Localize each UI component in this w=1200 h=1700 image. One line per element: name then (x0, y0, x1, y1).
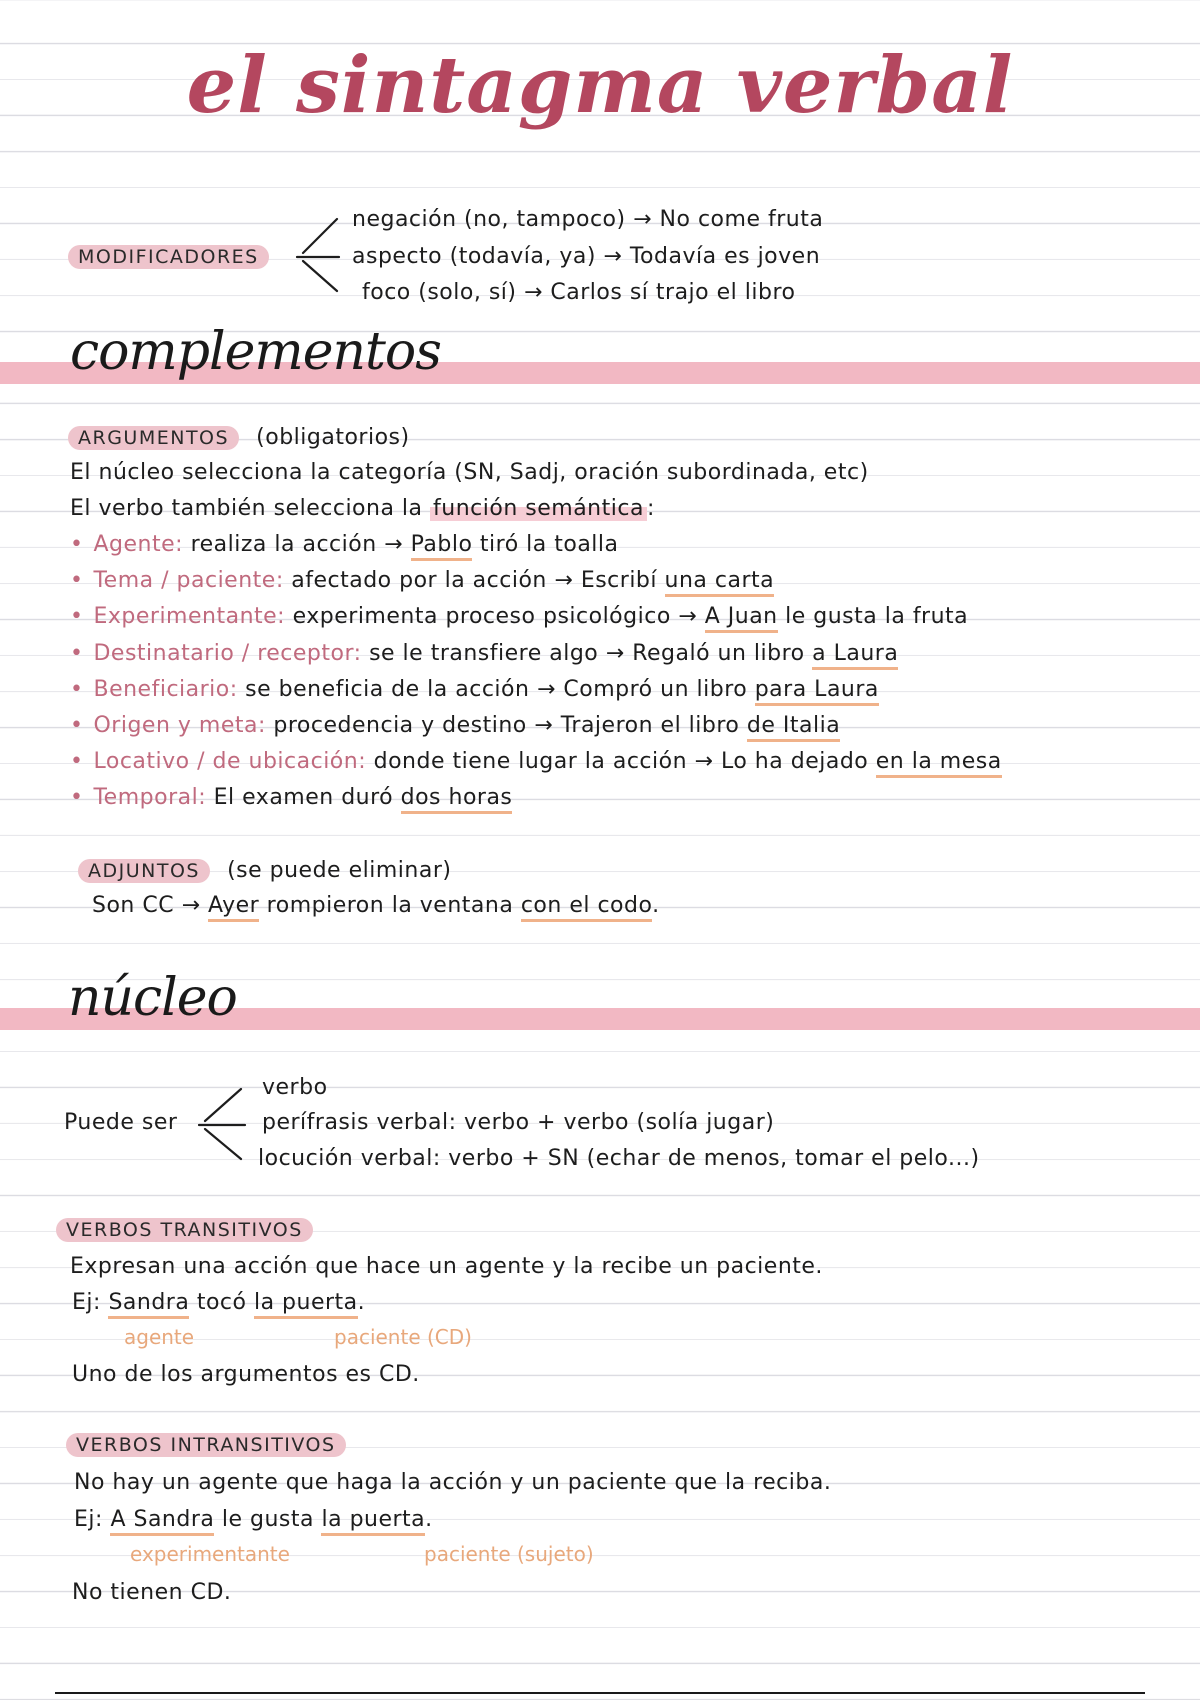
arrow-icon: → (554, 568, 574, 594)
role-label: Origen y meta: (93, 713, 266, 738)
annotation-paciente-sujeto: paciente (sujeto) (424, 1542, 594, 1566)
intransitivos-tag: VERBOS INTRANSITIVOS (66, 1433, 346, 1457)
bullet-icon: • (70, 640, 84, 666)
role-example-underlined: una carta (665, 568, 775, 597)
role-example-text: Compró un libro (563, 676, 755, 702)
role-description: procedencia y destino (273, 713, 527, 738)
role-description: experimenta proceso psicológico (292, 604, 671, 630)
funcion-semantica-highlight: función semántica (430, 496, 647, 521)
annotation-agente: agente (124, 1325, 195, 1349)
role-label: Temporal: (93, 785, 207, 811)
role-label: Tema / paciente: (93, 568, 284, 594)
transitivos-example: Ej: Sandra tocó la puerta. (72, 1290, 365, 1315)
arrow-icon: → (534, 713, 554, 738)
role-label: Experimentante: (93, 604, 286, 630)
role-item (70, 749, 1002, 774)
modificador-foco: foco (solo, sí) → Carlos sí trajo el libro (362, 280, 796, 305)
annotation-experimentante: experimentante (130, 1542, 290, 1566)
adjuntos-example: Son CC → Ayer rompieron la ventana con el codo. (92, 893, 660, 918)
bottom-rule (55, 1692, 1145, 1694)
role-example-underlined: dos horas (401, 785, 513, 814)
role-description: se beneficia de la acción (245, 676, 530, 702)
role-description: se le transfiere algo (369, 640, 599, 666)
transitivos-line-3: Uno de los argumentos es CD. (72, 1362, 420, 1387)
role-item (70, 785, 512, 810)
intransitivos-example: Ej: A Sandra le gusta la puerta. (74, 1507, 433, 1532)
transitivos-line-1: Expresan una acción que hace un agente y la recibe un paciente. (70, 1254, 823, 1279)
role-label: Agente: (93, 532, 184, 557)
argumentos-line-1: El núcleo selecciona la categoría (SN, Sadj, oración subordinada, etc) (70, 460, 869, 485)
role-description: afectado por la acción (291, 568, 547, 594)
transitivos-tag: VERBOS TRANSITIVOS (56, 1218, 313, 1242)
modificador-negacion: negación (no, tampoco) → No come fruta (352, 207, 824, 232)
role-label: Locativo / de ubicación: (93, 749, 367, 775)
role-example-text: le gusta la fruta (777, 604, 969, 630)
argumentos-header (68, 425, 410, 450)
role-example-text: Regaló un libro (632, 640, 813, 666)
arrow-icon: → (694, 749, 714, 775)
nucleo-item-verbo: verbo (262, 1075, 328, 1100)
role-example-text: Trajeron el libro (560, 713, 747, 738)
role-example-text: Escribí (580, 568, 665, 594)
role-item (70, 568, 774, 593)
argumentos-note: (obligatorios) (256, 425, 410, 450)
bullet-icon: • (70, 749, 84, 775)
role-item (70, 713, 840, 738)
section-heading-complementos: complementos (70, 322, 441, 382)
arrow-icon: → (605, 640, 625, 666)
annotation-paciente-cd: paciente (CD) (334, 1325, 472, 1349)
role-example-underlined: en la mesa (876, 749, 1002, 778)
adjuntos-tag: ADJUNTOS (78, 859, 210, 883)
role-example-underlined: a Laura (812, 641, 898, 670)
role-description: donde tiene lugar la acción (373, 749, 688, 775)
arrow-icon: → (678, 604, 698, 630)
brace-icon (195, 1085, 250, 1165)
role-example-text: Lo ha dejado (720, 749, 876, 775)
adjuntos-note: (se puede eliminar) (227, 858, 452, 883)
bullet-icon: • (70, 676, 84, 702)
role-item (70, 677, 879, 702)
bullet-icon: • (70, 604, 84, 630)
brace-icon (295, 215, 345, 295)
nucleo-item-perifrasis: perífrasis verbal: verbo + verbo (solía jugar) (262, 1110, 775, 1135)
role-example-text: tiró la toalla (472, 532, 619, 557)
intransitivos-line-1: No hay un agente que haga la acción y un paciente que la reciba. (74, 1470, 832, 1495)
role-item (70, 532, 619, 557)
role-label: Beneficiario: (93, 676, 238, 702)
role-example-underlined: de Italia (747, 713, 840, 742)
arrow-icon: → (536, 676, 556, 702)
role-example-underlined: para Laura (755, 677, 879, 706)
bullet-icon: • (70, 568, 84, 594)
argumentos-line-2: El verbo también selecciona la función semántica : (70, 496, 655, 521)
adjuntos-header (78, 858, 451, 883)
bullet-icon: • (70, 532, 84, 557)
role-example-text: El examen duró (213, 785, 401, 811)
page-title: el sintagma verbal (186, 40, 1014, 131)
role-example-underlined: Pablo (411, 532, 473, 561)
role-description: realiza la acción (190, 532, 377, 557)
arrow-icon: → (384, 532, 404, 557)
nucleo-item-locucion: locución verbal: verbo + SN (echar de menos, tomar el pelo...) (258, 1146, 980, 1171)
bullet-icon: • (70, 785, 84, 811)
section-heading-nucleo: núcleo (68, 968, 237, 1028)
intransitivos-line-3: No tienen CD. (72, 1580, 232, 1605)
bullet-icon: • (70, 713, 84, 738)
argumentos-tag: ARGUMENTOS (68, 426, 239, 450)
modificador-aspecto: aspecto (todavía, ya) → Todavía es joven (352, 244, 821, 269)
role-item (70, 604, 968, 629)
role-label: Destinatario / receptor: (93, 640, 362, 666)
modificadores-tag: MODIFICADORES (68, 245, 269, 269)
role-example-underlined: A Juan (705, 604, 778, 633)
role-item (70, 641, 898, 666)
puede-ser-label: Puede ser (64, 1110, 178, 1135)
